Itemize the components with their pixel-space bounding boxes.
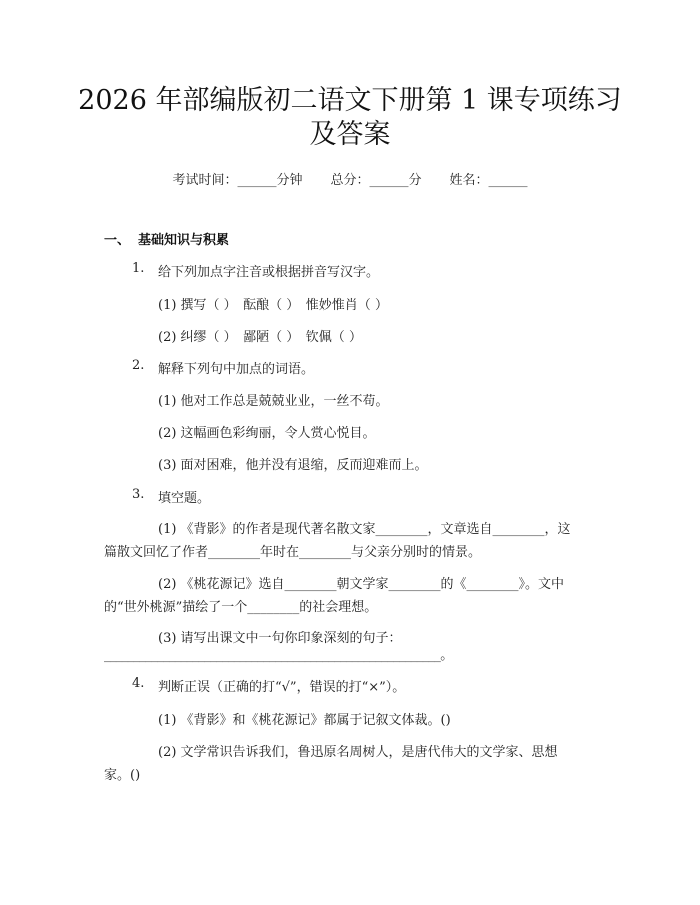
question-number: 4.: [132, 676, 145, 691]
question-item: (2) 这幅画色彩绚丽，令人赏心悦目。: [158, 426, 376, 441]
fill-blank-item-cont: 的“世外桃源”描绘了一个________的社会理想。: [104, 600, 378, 615]
exam-info: [0, 169, 700, 188]
student-name-field: 姓名：______: [449, 173, 528, 188]
true-false-item: (2) 文学常识告诉我们，鲁迅原名周树人，是唐代伟大的文学家、思想: [158, 745, 558, 760]
fill-blank-item: (3) 请写出课文中一句你印象深刻的句子：: [158, 631, 402, 646]
true-false-item: (1) 《背影》和《桃花源记》都属于记叙文体裁。(): [158, 713, 451, 728]
question-text: 解释下列句中加点的词语。: [158, 362, 315, 377]
question-number: 2.: [132, 358, 145, 373]
true-false-item-cont: 家。(): [104, 768, 141, 783]
question-text: 判断正误（正确的打“√”，错误的打“×”）。: [158, 680, 406, 695]
question-text: 给下列加点字注音或根据拼音写汉字。: [158, 265, 380, 280]
total-score-field: 总分：______分: [330, 173, 422, 188]
document-title-line1: 2026 年部编版初二语文下册第 1 课专项练习: [78, 85, 622, 116]
question-number: 3.: [132, 487, 145, 502]
document-title-line2: 及答案: [309, 119, 391, 150]
question-item: (1) 撰写（ ） 酝酿（ ） 惟妙惟肖（ ）: [158, 298, 388, 313]
answer-blank-line: _________________________________________________________。: [104, 648, 453, 663]
question-item: (3) 面对困难，他并没有退缩，反而迎难而上。: [158, 458, 428, 473]
question-number: 1.: [132, 261, 145, 276]
fill-blank-item-cont: 篇散文回忆了作者________年时在________与父亲分别时的情景。: [104, 545, 482, 560]
fill-blank-item: (1) 《背影》的作者是现代著名散文家________，文章选自________，这: [158, 522, 571, 537]
section-number: 一、: [104, 233, 131, 248]
exam-time-field: 考试时间：______分钟: [172, 173, 303, 188]
fill-blank-item: (2) 《桃花源记》选自________朝文学家________的《________》。文中: [158, 577, 565, 592]
question-text: 填空题。: [158, 491, 211, 506]
question-item: (1) 他对工作总是兢兢业业，一丝不苟。: [158, 394, 389, 409]
question-item: (2) 纠缪（ ） 鄙陋（ ） 钦佩（ ）: [158, 330, 362, 345]
section-heading: 基础知识与积累: [138, 233, 230, 248]
